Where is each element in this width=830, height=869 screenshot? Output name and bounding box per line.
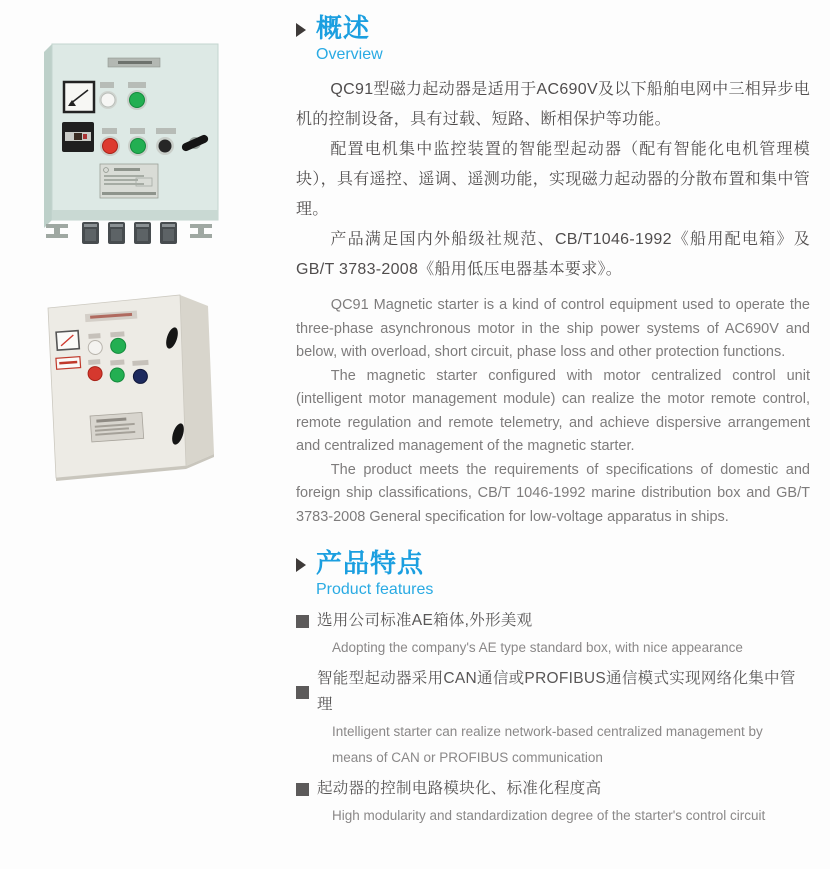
square-bullet-icon [296,615,309,628]
section-overview [296,12,810,529]
feature-text-en: High modularity and standardization degree of the starter's control circuit [332,808,766,823]
overview-header [296,12,810,44]
product-photo-angled-view [38,286,248,486]
right-triangle-icon [296,23,306,37]
overview-paragraphs-en [296,294,810,529]
overview-paragraphs-cn [296,75,810,285]
feature-list [296,608,810,829]
features-title-cn: 产品特点 [316,548,425,578]
paragraph-cn: QC91型磁力起动器是适用于AC690V及以下船舶电网中三相异步电机的控制设备，具有过载、短路、断相保护等功能。 [296,81,810,128]
feature-text-en: Intelligent starter can realize network-based centralized management by means of CAN or PROFIBUS communication [332,724,763,765]
paragraph-en: The magnetic starter configured with motor centralized control unit (intelligent motor management module) can realize the motor remote control, remote regulation and remote telemetry, and achieve dispersive arrangement and centralized management of the magnetic starter. [296,367,810,454]
section-product-features [296,547,810,829]
paragraph-en: QC91 Magnetic starter is a kind of control equipment used to operate the three-phase asynchronous motor in the ship power systems of AC690V and below, with overload, short circuit, phase loss and other protection functions. [296,297,810,360]
feature-text-cn: 起动器的控制电路模块化、标准化程度高 [317,780,602,797]
paragraph-cn: 配置电机集中监控装置的智能型起动器（配有智能化电机管理模块），具有遥控、遥调、遥测功能，实现磁力起动器的分散布置和集中管理。 [296,141,810,218]
paragraph-en: The product meets the requirements of specifications of domestic and foreign ship classifications, CB/T 1046-1992 marine distribution box and GB/T 3783-2008 General specification for low-voltage apparatus in ships. [296,461,810,525]
feature-item [296,608,810,634]
paragraph-cn: 产品满足国内外船级社规范、CB/T1046-1992《船用配电箱》及GB/T 3783-2008《船用低压电器基本要求》。 [296,231,810,278]
feature-text-en: Adopting the company's AE type standard box, with nice appearance [332,640,743,655]
product-photo-front-view [38,40,238,252]
square-bullet-icon [296,686,309,699]
feature-text-cn: 选用公司标准AE箱体,外形美观 [317,612,533,629]
control-cabinet-front-illustration [38,40,238,252]
features-title-en: Product features [316,581,434,598]
control-cabinet-angled-illustration [38,286,248,486]
right-triangle-icon [296,558,306,572]
feature-text-cn: 智能型起动器采用CAN通信或PROFIBUS通信模式实现网络化集中管理 [317,670,796,713]
square-bullet-icon [296,783,309,796]
overview-title-cn: 概述 [316,13,371,43]
feature-item [296,666,810,718]
content-column [296,12,810,829]
features-header [296,547,810,579]
overview-title-en: Overview [316,46,383,63]
feature-item [296,776,810,802]
